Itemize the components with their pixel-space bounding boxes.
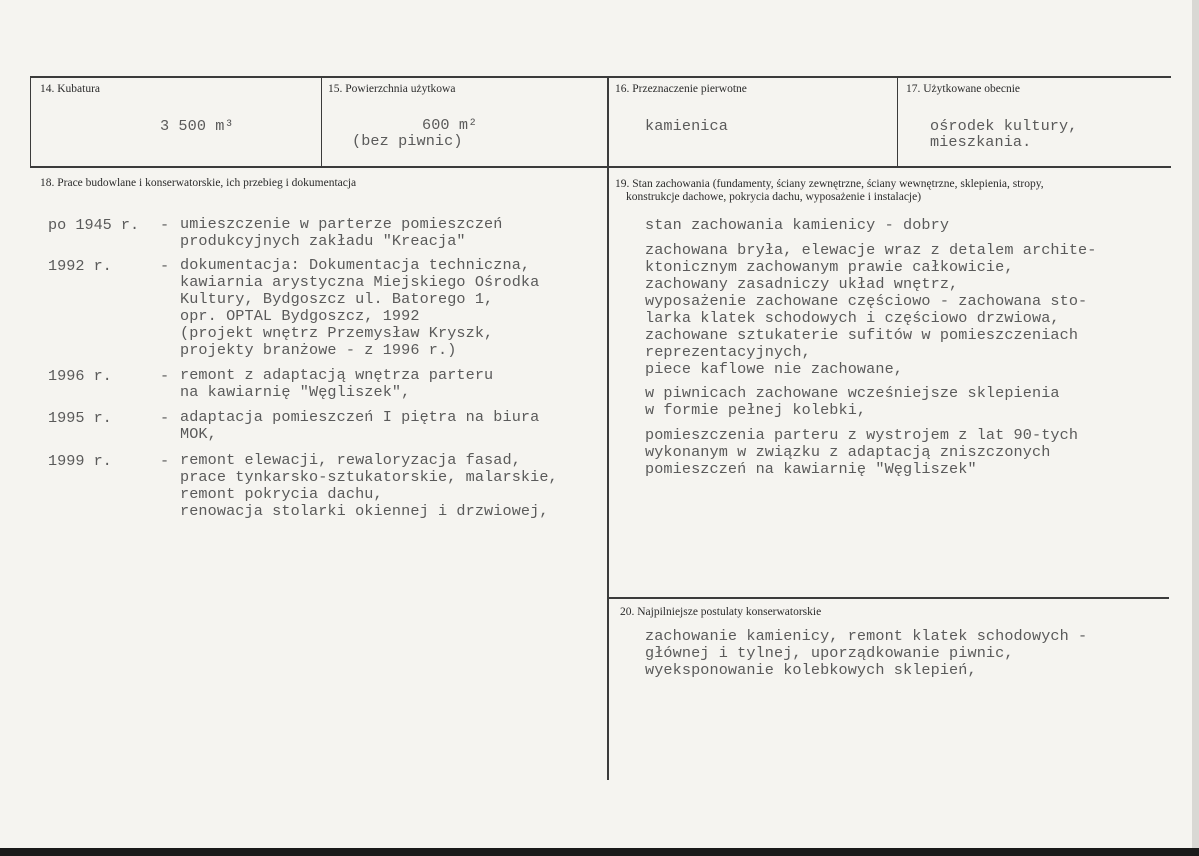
entry-line: remont elewacji, rewaloryzacja fasad,: [180, 451, 521, 469]
field-14-value: 3 500 m³: [160, 117, 234, 135]
field-14-label: 14. Kubatura: [40, 83, 101, 95]
entry-line: remont pokrycia dachu,: [180, 485, 383, 503]
entry-line: adaptacja pomieszczeń I piętra na biura: [180, 408, 540, 426]
field-20-line: głównej i tylnej, uporządkowanie piwnic,: [645, 644, 1014, 662]
field-16-label: 16. Przeznaczenie pierwotne: [615, 83, 747, 95]
paragraph-line: w formie pełnej kolebki,: [645, 401, 867, 419]
entry-line: kawiarnia arystyczna Miejskiego Ośrodka: [180, 273, 540, 291]
entry-line: renowacja stolarki okiennej i drzwiowej,: [180, 502, 549, 520]
entry-line: remont z adaptacją wnętrza parteru: [180, 366, 494, 384]
paragraph-line: wyposażenie zachowane częściowo - zachowana sto-: [645, 292, 1088, 310]
field-15-value-line: 600 m²: [422, 116, 478, 134]
field-18-label: 18. Prace budowlane i konserwatorskie, ich przebieg i dokumentacja: [40, 177, 357, 189]
entry-line: projekty branżowe - z 1996 r.): [180, 341, 457, 359]
paragraph-line: reprezentacyjnych,: [645, 343, 811, 361]
paragraph-line: zachowany zasadniczy układ wnętrz,: [645, 275, 959, 293]
entry-dash: -: [160, 367, 170, 385]
entry-date: 1992 r.: [48, 257, 112, 275]
paragraph-line: larka klatek schodowych i częściowo drzwiowa,: [645, 309, 1060, 327]
rule-v3: [897, 76, 898, 168]
field-20-line: wyeksponowanie kolebkowych sklepień,: [645, 661, 977, 679]
field-20-label: 20. Najpilniejsze postulaty konserwatorskie: [620, 606, 822, 618]
paragraph-line: w piwnicach zachowane wcześniejsze sklepienia: [645, 384, 1060, 402]
entry-line: MOK,: [180, 425, 217, 443]
entry-line: na kawiarnię "Węgliszek",: [180, 383, 411, 401]
paragraph-line: ktonicznym zachowanym prawie całkowicie,: [645, 258, 1014, 276]
entry-line: Kultury, Bydgoszcz ul. Batorego 1,: [180, 290, 494, 308]
rule-sec20: [607, 597, 1169, 599]
rule-v1: [321, 76, 322, 168]
paragraph-line: piece kaflowe nie zachowane,: [645, 360, 903, 378]
entry-line: prace tynkarsko-sztukatorskie, malarskie,: [180, 468, 558, 486]
entry-line: produkcyjnych zakładu "Kreacja": [180, 232, 466, 250]
paragraph-line: wykonanym w związku z adaptacją zniszczonych: [645, 443, 1051, 461]
scan-edge-right: [1192, 0, 1199, 856]
entry-dash: -: [160, 409, 170, 427]
entry-date: po 1945 r.: [48, 216, 140, 234]
paragraph-line: zachowane sztukaterie sufitów w pomieszczeniach: [645, 326, 1079, 344]
rule-mid: [30, 166, 1171, 168]
field-19-label-line: 19. Stan zachowania (fundamenty, ściany zewnętrzne, ściany wewnętrzne, sklepienia, stropy,: [615, 178, 1044, 190]
entry-dash: -: [160, 216, 170, 234]
field-16-value: kamienica: [645, 117, 728, 135]
entry-date: 1995 r.: [48, 409, 112, 427]
paragraph-line: pomieszczeń na kawiarnię "Węgliszek": [645, 460, 977, 478]
field-17-value-line: ośrodek kultury,: [930, 117, 1078, 135]
scan-edge-bottom: [0, 848, 1199, 856]
paragraph-line: zachowana bryła, elewacje wraz z detalem archite-: [645, 241, 1097, 259]
entry-line: dokumentacja: Dokumentacja techniczna,: [180, 256, 531, 274]
entry-line: (projekt wnętrz Przemysław Kryszk,: [180, 324, 494, 342]
entry-date: 1999 r.: [48, 452, 112, 470]
entry-dash: -: [160, 452, 170, 470]
field-15-label: 15. Powierzchnia użytkowa: [328, 83, 456, 95]
field-20-line: zachowanie kamienicy, remont klatek schodowych -: [645, 627, 1088, 645]
field-17-label: 17. Użytkowane obecnie: [906, 83, 1021, 95]
field-17-value-line: mieszkania.: [930, 133, 1032, 151]
entry-dash: -: [160, 257, 170, 275]
entry-line: opr. OPTAL Bydgoszcz, 1992: [180, 307, 420, 325]
field-19-label-line: konstrukcje dachowe, pokrycia dachu, wyposażenie i instalacje): [626, 191, 922, 203]
paragraph-line: stan zachowania kamienicy - dobry: [645, 216, 950, 234]
entry-date: 1996 r.: [48, 367, 112, 385]
rule-v2: [607, 76, 609, 780]
entry-line: umieszczenie w parterze pomieszczeń: [180, 215, 503, 233]
rule-left: [30, 76, 31, 168]
paragraph-line: pomieszczenia parteru z wystrojem z lat 90-tych: [645, 426, 1079, 444]
field-15-value-line: (bez piwnic): [352, 132, 463, 150]
rule-top: [30, 76, 1171, 78]
